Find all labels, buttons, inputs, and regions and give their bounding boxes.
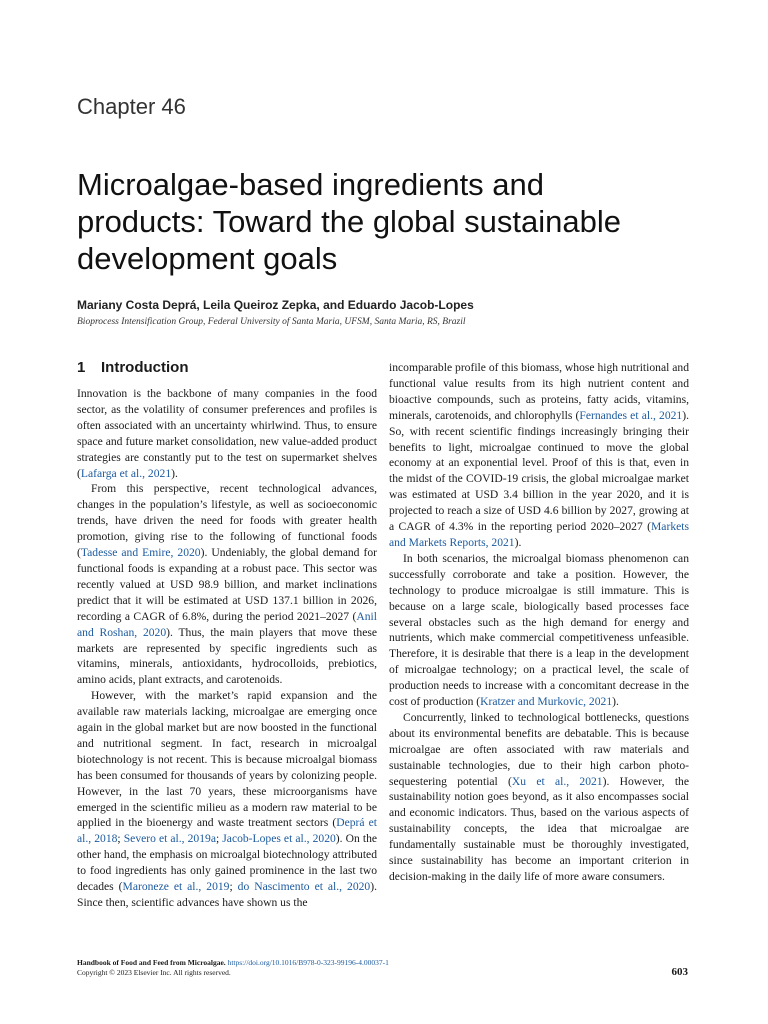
left-column: [77, 360, 377, 911]
paragraph: [389, 710, 689, 885]
paragraph-text: ). However, the sustainability notion goes beyond, as it also encompasses social and economic indicators. Thus, based on the various aspects of sustainability concepts, the idea that microalgae are fundamentally sustainable must be thoroughly investigated, since sustainability has become an important criterion in decision-making in the daily life of more aware consumers.: [389, 774, 689, 883]
section-title: Introduction: [101, 359, 189, 376]
paragraph-text: ). Undeniably, the global demand for functional foods is expanding at a robust pace. This sector was recently valued at USD 98.9 billion, and market inclinations predict that it will be estimated at USD 137.1 billion in 2026, recording a CAGR of 6.8%, during the period 2021–2027 (: [77, 546, 377, 623]
page-number: 603: [671, 966, 688, 978]
citation-link[interactable]: Fernandes et al., 2021: [579, 408, 683, 422]
footer: [77, 958, 689, 978]
paragraph-text: ;: [215, 832, 223, 846]
paragraph: [389, 551, 689, 710]
doi-link[interactable]: https://doi.org/10.1016/B978-0-323-99196-4.00037-1: [227, 958, 389, 967]
chapter-title: Microalgae-based ingredients and products: Toward the global sustainable development goals: [77, 167, 621, 276]
paragraph-text: Concurrently, linked to technological bottlenecks, questions about its environmental benefits are debatable. This is because microalgae are often associated with raw materials and sustainable technologies, due to their high carbon photo-sequestering potential (: [389, 710, 689, 788]
section-heading: [77, 360, 377, 379]
citation-link[interactable]: Xu et al., 2021: [511, 774, 603, 788]
citation-link[interactable]: Severo et al., 2019a: [123, 832, 216, 846]
citation-link[interactable]: Kratzer and Murkovic, 2021: [480, 695, 613, 709]
paragraph-text: ).: [171, 466, 178, 480]
citation-link[interactable]: Markets and Markets Reports, 2021: [389, 520, 689, 549]
paragraph-text: However, with the market’s rapid expansion and the available raw materials lacking, microalgae are emerging once again in the global market but are now boosted in the functional and nutritional segment. In fact, research in microalgal biotechnology is not recent. This is because microalgal biomass has been consumed for thousands of years by colonizing people. However, in the last 70 years, these microorganisms have emerged in the scientific milieu as a modern raw material to be applied in the bioenergy and waste treatment sectors (: [77, 689, 377, 830]
paragraph-text: ). Since then, scientific advances have shown us the: [77, 880, 377, 909]
paragraph: [77, 688, 377, 911]
paragraph-text: Innovation is the backbone of many companies in the food sector, as the volatility of consumer preferences and profiles is often associated with an uncertainty whirlwind. Thus, to ensure space and future market consolidation, new value-added product strategies are constantly put to the test on supermarket shelves (: [77, 387, 377, 480]
citation-link[interactable]: Maroneze et al., 2019: [122, 880, 230, 894]
paragraph: [77, 386, 377, 481]
paragraph-text: From this perspective, recent technological advances, changes in the population’s lifestyle, as well as socioeconomic trends, have driven the need for foods with greater health promotion, giving rise to the following of functional foods (: [77, 482, 377, 560]
copyright: Copyright © 2023 Elsevier Inc. All rights reserved.: [77, 968, 231, 977]
paragraph-text: In both scenarios, the microalgal biomass phenomenon can successfully corroborate and take a position. However, the technology to produce microalgae is still immature. This is because on a large scale, biologically based processes face several obstacles such as the high demand for energy and nutrients, which make commercial competitiveness unfeasible. Therefore, it is desirable that there is a leap in the development of microalgae technology; on a practical level, the scale of production needs to increase with a concomitant decrease in the cost of production (: [389, 551, 689, 709]
author-list: Mariany Costa Deprá, Leila Queiroz Zepka, and Eduardo Jacob-Lopes: [77, 298, 474, 312]
book-title: Handbook of Food and Feed from Microalgae.: [77, 958, 226, 967]
right-paragraphs: [389, 360, 689, 885]
chapter-label: Chapter 46: [77, 94, 186, 119]
paragraph-text: ;: [229, 880, 238, 894]
affiliation: Bioprocess Intensification Group, Federal University of Santa Maria, UFSM, Santa Maria, RS, Brazil: [77, 317, 466, 327]
paragraph-text: ).: [514, 535, 522, 549]
paragraph: [77, 481, 377, 688]
paragraph-text: ;: [117, 832, 124, 846]
citation-link[interactable]: Deprá et al., 2018: [77, 816, 377, 846]
paragraph-text: ). Thus, the main players that move these markets are represented by specific ingredients such as vitamins, minerals, antioxidants, hydrocolloids, prebiotics, amino acids, plant extracts, and carotenoids.: [77, 625, 377, 687]
paragraph-text: ). On the other hand, the emphasis on microalgal biotechnology attributed to food ingredients has only gained prominence in the last two decades (: [77, 832, 378, 894]
paragraph-text: incomparable profile of this biomass, whose high nutritional and functional value results from its high nutrient content and bioactive compounds, such as proteins, fatty acids, vitamins, minerals, carotenoids, and chlorophylls (: [389, 361, 689, 422]
citation-link[interactable]: Lafarga et al., 2021: [80, 466, 172, 480]
citation-link[interactable]: Anil and Roshan, 2020: [77, 609, 377, 639]
citation-link[interactable]: Tadesse and Emire, 2020: [80, 546, 201, 560]
citation-link[interactable]: do Nascimento et al., 2020: [237, 880, 371, 894]
citation-link[interactable]: Jacob-Lopes et al., 2020: [222, 832, 336, 846]
paragraph-text: ). So, with recent scientific findings increasingly bringing their benefits to light, microalgae continued to move the global economy at an exponential level. Proof of this is that, even in the midst of the COVID-19 crisis, the global microalgae market was estimated at USD 3.4 billion in the year 2020, and it is projected to reach a size of USD 4.6 billion by 2027, growing at a CAGR of 4.3% in the reporting period 2020–2027 (: [389, 408, 689, 534]
paragraph-text: ).: [612, 695, 619, 709]
left-paragraphs: [77, 386, 377, 911]
right-column: [389, 360, 689, 885]
paragraph: [389, 360, 689, 551]
section-number: 1: [77, 359, 86, 376]
